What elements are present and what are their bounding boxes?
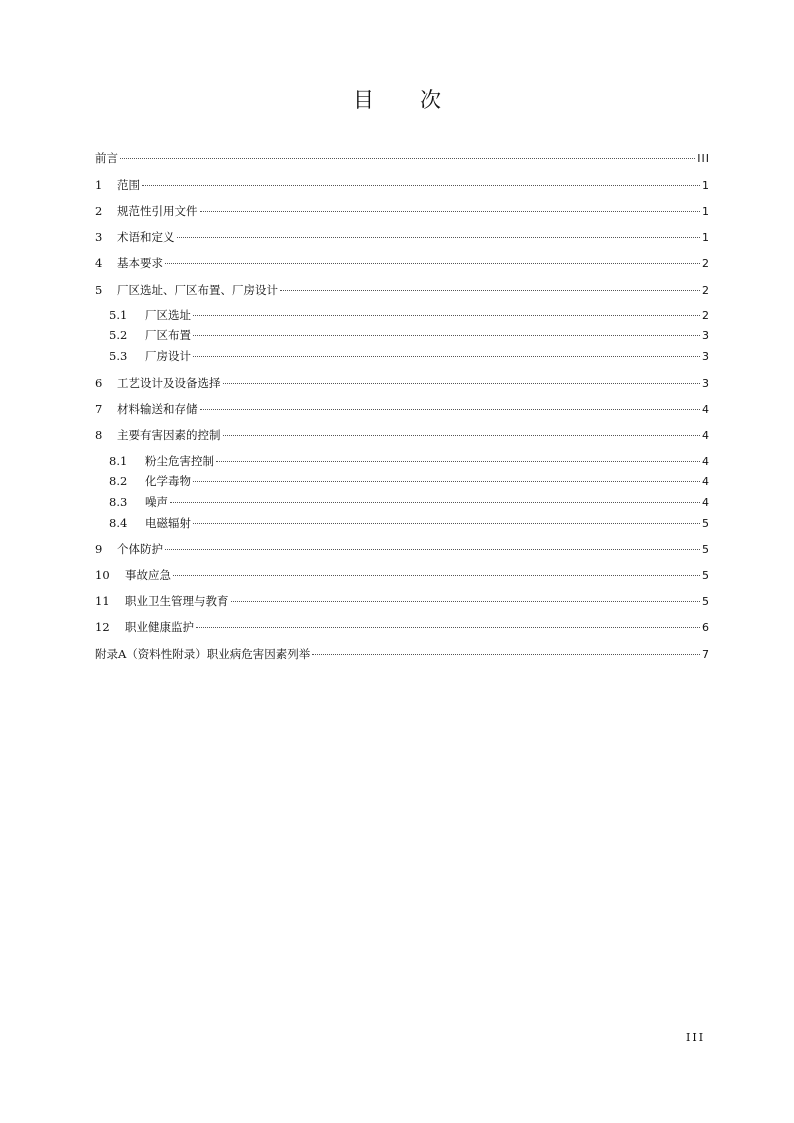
toc-entry-page-number: 6 xyxy=(702,621,710,634)
toc-entry-page-number: 7 xyxy=(702,648,710,661)
footer-page-number: III xyxy=(686,1031,706,1044)
toc-entry-label: 厂区选址、厂区布置、厂房设计 xyxy=(117,283,278,297)
toc-entry-page-number: 2 xyxy=(702,309,710,322)
toc-entry[interactable] xyxy=(95,149,710,167)
toc-entry-number: 12 xyxy=(95,620,110,634)
toc-entry[interactable] xyxy=(95,176,710,194)
toc-entry-page-number: 3 xyxy=(702,329,710,342)
toc-dot-leader xyxy=(312,654,700,655)
toc-dot-leader xyxy=(177,237,701,238)
toc-entry[interactable] xyxy=(109,493,710,511)
toc-entry-page-number: 3 xyxy=(702,350,710,363)
toc-dot-leader xyxy=(193,356,700,357)
toc-entry-label: 术语和定义 xyxy=(117,230,175,244)
toc-entry-label: 范围 xyxy=(117,178,140,192)
toc-entry[interactable] xyxy=(95,281,710,299)
toc-dot-leader xyxy=(193,523,700,524)
toc-entry[interactable] xyxy=(109,306,710,324)
toc-entry[interactable] xyxy=(109,452,710,470)
toc-entry-page-number: 2 xyxy=(702,284,710,297)
toc-entry[interactable] xyxy=(95,374,710,392)
toc-entry[interactable] xyxy=(109,326,710,344)
toc-entry-number: 4 xyxy=(95,256,103,270)
toc-entry-number: 5.1 xyxy=(109,308,128,322)
toc-entry-label: 基本要求 xyxy=(117,256,163,270)
toc-dot-leader xyxy=(193,481,700,482)
page-title xyxy=(0,84,794,114)
toc-dot-leader xyxy=(223,435,701,436)
toc-entry-label: 个体防护 xyxy=(117,542,163,556)
toc-entry-page-number: 4 xyxy=(702,403,710,416)
toc-entry-label: 事故应急 xyxy=(125,568,171,582)
toc-entry-number: 1 xyxy=(95,178,103,192)
toc-entry-page-number: 1 xyxy=(702,205,710,218)
toc-dot-leader xyxy=(223,383,701,384)
toc-entry[interactable] xyxy=(95,400,710,418)
toc-entry-page-number: 1 xyxy=(702,231,710,244)
toc-entry-label: 附录A（资料性附录）职业病危害因素列举 xyxy=(95,647,311,661)
toc-entry-page-number: 5 xyxy=(702,595,710,608)
page-title-char-2: 次 xyxy=(420,88,441,112)
toc-entry-page-number: 4 xyxy=(702,429,710,442)
toc-dot-leader xyxy=(200,211,701,212)
toc-entry[interactable] xyxy=(95,254,710,272)
toc-entry-label: 职业健康监护 xyxy=(125,620,194,634)
toc-entry-label: 材料输送和存储 xyxy=(117,402,198,416)
toc-entry-number: 8 xyxy=(95,428,103,442)
toc-entry-page-number: 4 xyxy=(702,496,710,509)
toc-entry-label: 规范性引用文件 xyxy=(117,204,198,218)
toc-dot-leader xyxy=(196,627,700,628)
toc-entry-number: 7 xyxy=(95,402,103,416)
toc-entry-label: 厂房设计 xyxy=(145,349,191,363)
toc-entry[interactable] xyxy=(95,618,710,636)
toc-entry-label: 主要有害因素的控制 xyxy=(117,428,221,442)
toc-dot-leader xyxy=(231,601,701,602)
toc-entry-label: 粉尘危害控制 xyxy=(145,454,214,468)
toc-entry-label: 工艺设计及设备选择 xyxy=(117,376,221,390)
toc-entry-page-number: 5 xyxy=(702,517,710,530)
toc-entry-page-number: 1 xyxy=(702,179,710,192)
toc-entry-page-number: 5 xyxy=(702,543,710,556)
toc-entry-label: 厂区选址 xyxy=(145,308,191,322)
toc-entry-number: 2 xyxy=(95,204,103,218)
toc-dot-leader xyxy=(165,549,700,550)
toc-entry-label: 厂区布置 xyxy=(145,328,191,342)
toc-entry-number: 8.1 xyxy=(109,454,128,468)
toc-dot-leader xyxy=(120,158,695,159)
toc-entry-page-number: 3 xyxy=(702,377,710,390)
toc-entry-label: 噪声 xyxy=(145,495,168,509)
toc-entry-page-number: 2 xyxy=(702,257,710,270)
toc-dot-leader xyxy=(165,263,700,264)
toc-dot-leader xyxy=(200,409,701,410)
page-title-char-1: 目 xyxy=(353,88,374,112)
toc-entry-label: 职业卫生管理与教育 xyxy=(125,594,229,608)
toc-entry[interactable] xyxy=(95,645,710,663)
toc-entry[interactable] xyxy=(95,592,710,610)
toc-dot-leader xyxy=(170,502,700,503)
toc-entry-number: 10 xyxy=(95,568,110,582)
toc-entry[interactable] xyxy=(95,426,710,444)
toc-dot-leader xyxy=(280,290,700,291)
toc-entry-number: 3 xyxy=(95,230,103,244)
toc-entry-number: 11 xyxy=(95,594,110,608)
toc-entry-number: 5.2 xyxy=(109,328,128,342)
toc-entry-page-number: III xyxy=(697,152,710,165)
toc-entry[interactable] xyxy=(95,228,710,246)
toc-entry-number: 8.2 xyxy=(109,474,128,488)
toc-entry-label: 化学毒物 xyxy=(145,474,191,488)
toc-entry[interactable] xyxy=(109,347,710,365)
toc-entry-page-number: 5 xyxy=(702,569,710,582)
toc-dot-leader xyxy=(173,575,700,576)
toc-entry-number: 8.3 xyxy=(109,495,128,509)
toc-entry-page-number: 4 xyxy=(702,455,710,468)
toc-dot-leader xyxy=(142,185,700,186)
toc-dot-leader xyxy=(216,461,700,462)
toc-entry-number: 5.3 xyxy=(109,349,128,363)
toc-entry[interactable] xyxy=(109,472,710,490)
toc-entry-number: 6 xyxy=(95,376,103,390)
toc-entry-page-number: 4 xyxy=(702,475,710,488)
toc-entry-label: 电磁辐射 xyxy=(145,516,191,530)
toc-entry-label: 前言 xyxy=(95,151,118,165)
toc-entry-number: 5 xyxy=(95,283,103,297)
toc-entry[interactable] xyxy=(95,540,710,558)
toc-entry[interactable] xyxy=(109,514,710,532)
toc-dot-leader xyxy=(193,315,700,316)
toc-entry-number: 8.4 xyxy=(109,516,128,530)
toc-entry-number: 9 xyxy=(95,542,103,556)
toc-entry[interactable] xyxy=(95,202,710,220)
toc-entry[interactable] xyxy=(95,566,710,584)
toc-dot-leader xyxy=(193,335,700,336)
